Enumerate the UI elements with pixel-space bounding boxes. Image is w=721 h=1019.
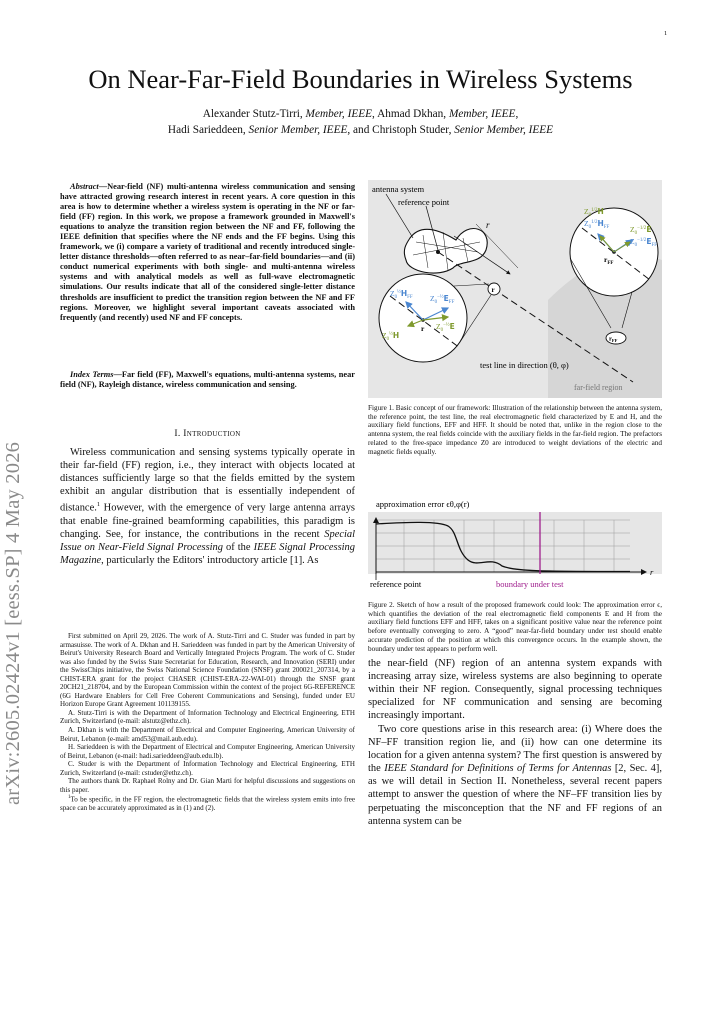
figure-1-caption-label: Figure 1. bbox=[368, 404, 394, 412]
e-label: $Z_0^{-\frac{1}{2}}E$ bbox=[436, 322, 455, 333]
figure-2-caption-text: Sketch of how a result of the proposed framework could look: The approximation error ϵ, which quantifies the deviation of the real electromagnetic field components E and H from the auxiliary field functions EFF and HFF, takes on a significant positive value near the reference point before eventually converging to zero. A “good” near-far-field boundary under test should enable accurate prediction of the position at which this convergence occurs. In the example shown, the boundary under test appears to perform well. bbox=[368, 601, 663, 653]
eff-label: $Z_0^{-\frac{1}{2}}E_{FF}$ bbox=[430, 294, 455, 305]
author-name: and Christoph Studer, bbox=[353, 124, 452, 136]
footnote-1 bbox=[60, 794, 355, 812]
h-label: $Z_0^{\frac{1}{2}}H$ bbox=[382, 331, 400, 342]
figure-1-caption bbox=[368, 404, 662, 456]
figure-2-caption bbox=[368, 601, 662, 653]
author-role: Member, IEEE bbox=[448, 108, 516, 120]
author-role: Member, IEEE bbox=[305, 108, 373, 120]
body-text-part: [2, Sec. 4], as we will detail in Section II. Nonetheless, several recent papers attempt to answer the question of where the NF–FF transition lies by perpetuating the misconception that the NF and FF regions of an antenna system can be bbox=[368, 763, 662, 827]
page-number: 1 bbox=[664, 30, 668, 37]
abstract-label: Abstract bbox=[70, 182, 99, 191]
footnote-affiliation: A. Dkhan is with the Department of Electrical and Computer Engineering, American University of Beirut, Lebanon (e-mail: amd53@mail.aub.edu). bbox=[60, 726, 355, 743]
intro-text-part: Wireless communication and sensing systems typically operate in their far-field (FF) region, i.e., they interact with objects located at distances sufficiently large so that the fields emitted by the system exhibit an angular distribution that is essentially independent of distance. bbox=[60, 447, 355, 514]
section-title: Introduction bbox=[183, 428, 241, 439]
special-issue-title: Special Issue on Near-Field Signal Processing bbox=[60, 529, 355, 554]
footnote-affiliation: A. Stutz-Tirri is with the Department of Information Technology and Electrical Engineering, ETH Zurich, Switzerland (e-mail: alstutz@ethz.ch). bbox=[60, 708, 355, 726]
footnote-affiliation: C. Studer is with the Department of Information Technology and Electrical Engineering, ETH Zurich, Switzerland (e-mail: cstuder@ethz.ch). bbox=[60, 760, 355, 777]
far-field-region-label: far-field region bbox=[574, 383, 623, 392]
near-field-zoom-circle bbox=[379, 274, 467, 362]
intro-text-part: However, with the emergence of very large antenna arrays that enable fine-grained beamforming capabilities, this paradigm is changing. See, for instance, the contributions in the recent bbox=[60, 502, 355, 541]
section-heading bbox=[60, 428, 355, 439]
body-text-part: Two core questions arise in this research area: (i) Where does the NF–FF transition region lie, and (ii) how can one determine its location for a given antenna system? The first question is answered by the bbox=[368, 724, 662, 775]
footnote-affiliation: H. Sarieddeen is with the Department of Electrical and Computer Engineering, American University of Beirut, Lebanon (e-mail: hadi.sarieddeen@aub.edu.lb). bbox=[60, 743, 355, 760]
intro-text-part: , particularly the Editors' introductory article [1]. As bbox=[101, 555, 319, 567]
figure-2-caption-label: Figure 2. bbox=[368, 601, 395, 609]
ff-h-label: $Z_0^{1/2}H$ bbox=[584, 207, 604, 218]
abstract bbox=[60, 182, 355, 323]
section-number: I. bbox=[174, 428, 181, 439]
author-name: Ahmad Dkhan, bbox=[377, 108, 447, 120]
footnote-marker[interactable]: 1 bbox=[96, 501, 101, 509]
index-terms-label: Index Terms bbox=[70, 370, 114, 379]
abstract-text: —Near-field (NF) multi-antenna wireless communication and sensing have attracted growing research interest in recent years. A core question in this area is how to determine whether a wireless system is operating in the NF or far-field (FF) region. In this work, we propose a framework grounded in Maxwell's equations to analyze the transition region between the NF and FF, following the IEEE definition that specifies where the NF ends and the FF begins. Using this framework, we (i) compare a variety of traditional and recently introduced single-letter distance thresholds—often referred to as near–far-field boundaries—and (ii) conduct numerical experiments with both single- and multi-antenna wireless systems and with analytical models as well as full-wave electromagnetic simulations. Our results indicate that all of the considered single-letter distance thresholds are insufficient to predict the transition region between the NF and FF regions. Moreover, we highlight several important caveats associated with frequently (and recently) used NF and FF concepts. bbox=[60, 182, 355, 322]
author-line-1: Alexander Stutz-Tirri, Member, IEEE, Ahmad Dkhan, Member, IEEE, bbox=[202, 108, 519, 120]
index-terms bbox=[60, 370, 355, 390]
rff-point-label: $r_{FF}$ bbox=[609, 335, 618, 343]
ff-hff-label: $Z_0^{1/2}H_{FF}$ bbox=[584, 219, 610, 230]
footnote-funding: First submitted on April 29, 2026. The work of A. Stutz-Tirri and C. Studer was funded in part by armasuisse. The work of A. Dkhan and H. Sarieddeen was funded in part by the American University of Beirut's University Research Board and Vertically Integrated Projects Program. The work of C. Studer was also funded by the Swiss State Secretariat for Education, Research, and Innovation (SERI) under the SwissChips initiative, the Swiss National Science Foundation (SNSF) grant 200021_207314, by a CHIST-ERA grant for the project CHASER (CHIST-ERA-22-WAI-01) through the SNSF grant 20CH21_218704, and by the European Commission within the context of the project 6G-REFERENCE (6G Hardware Enablers for Cell Free Coherent Communications and Sensing), funded under EU Horizon Europe Grant Agreement 101139155. bbox=[60, 632, 355, 709]
footnote-1-mark: 1 bbox=[68, 795, 71, 801]
boundary-under-test-label: boundary under test bbox=[496, 579, 564, 589]
ff-point-label: $r_{FF}$ bbox=[604, 255, 614, 266]
index-terms-text: —Far field (FF), Maxwell's equations, multi-antenna systems, near field (NF), Rayleigh distance, wireless communication and sensing. bbox=[60, 370, 355, 390]
author-name: Hadi Sarieddeen, bbox=[167, 124, 246, 136]
figure-2-sketch bbox=[368, 494, 662, 590]
body-paragraph: the near-field (NF) region of an antenna system expands with increasing array size, wireless systems are also beginning to operate within their NF region. Consequently, signal processing techniques specialized for NF communication and sensing are becoming increasingly important. bbox=[368, 658, 662, 722]
test-line-label: test line in direction (θ, φ) bbox=[480, 360, 569, 370]
author-line-2: Hadi Sarieddeen, Senior Member, IEEE, and Christoph Studer, Senior Member, IEEE bbox=[167, 124, 554, 136]
paper-title: On Near-Far-Field Boundaries in Wireless Systems bbox=[88, 64, 633, 94]
r-label: r bbox=[486, 220, 490, 230]
author-role: Senior Member, IEEE bbox=[454, 124, 554, 136]
test-point-label: r bbox=[491, 286, 495, 294]
reference-point-label: reference point bbox=[398, 197, 450, 207]
footnote-acknowledgment: The authors thank Dr. Raphael Rolny and Dr. Gian Marti for helpful discussions and suggestions on this paper. bbox=[60, 777, 355, 794]
y-axis-label: approximation error ϵθ,φ(r) bbox=[376, 499, 470, 509]
hff-label: $Z_0^{\frac{1}{2}}H_{FF}$ bbox=[390, 289, 413, 300]
antenna-system-label: antenna system bbox=[372, 184, 425, 194]
figure-2-background bbox=[368, 512, 662, 574]
zoom-point-label: r bbox=[421, 324, 425, 333]
ieee-standard-title: IEEE Standard for Definitions of Terms for Antennas bbox=[384, 763, 612, 775]
body-paragraph bbox=[368, 723, 662, 828]
arxiv-identifier: arXiv:2605.02424v1 [eess.SP] 4 May 2026 bbox=[2, 441, 24, 805]
figure-1-caption-text: Basic concept of our framework: Illustration of the relationship between the antenna system, the reference point, the test line, the real electromagnetic field characterized by E and H, and the auxiliary field functions, EFF and HFF. It should be noted that, unlike in the region close to the antenna system, the real fields coincide with the auxiliary fields in the far-field region. The prefactors related to the free-space impedance Z0 are introduced to weight deviations of the electric and magnetic fields equally. bbox=[368, 404, 662, 456]
ff-eff-label: $Z_0^{-1/2}E_{FF}$ bbox=[630, 237, 657, 248]
author-role: Senior Member, IEEE bbox=[248, 124, 348, 136]
ff-e-label: $Z_0^{-1/2}E$ bbox=[630, 225, 652, 236]
figure-1-diagram bbox=[368, 180, 662, 398]
intro-paragraph bbox=[60, 446, 355, 567]
magazine-title: IEEE Signal Processing Magazine bbox=[60, 542, 355, 567]
x-axis-label: r bbox=[650, 567, 654, 577]
reference-point-label: reference point bbox=[370, 579, 422, 589]
author-name: Alexander Stutz-Tirri, bbox=[202, 108, 303, 120]
footnotes bbox=[60, 632, 355, 813]
intro-text-part: of the bbox=[222, 542, 254, 554]
footnote-1-text: To be specific, in the FF region, the electromagnetic fields that the wireless system emits into free space can be accurately approximated as in (1) and (2). bbox=[60, 795, 355, 813]
